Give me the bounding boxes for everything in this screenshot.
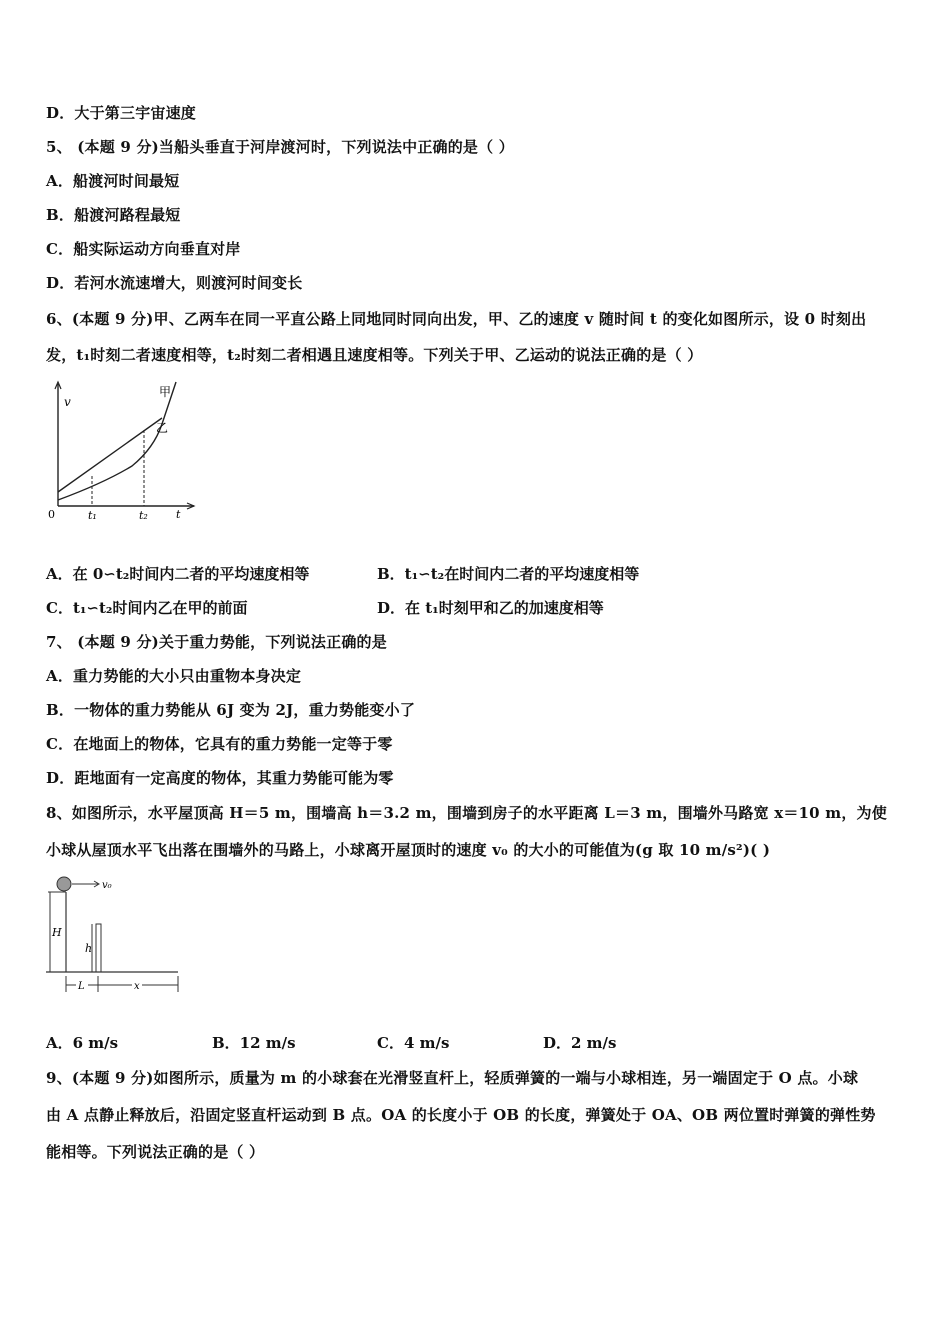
q7-option-a: A．重力势能的大小只由重物本身决定 xyxy=(46,667,302,685)
q9-stem-line3: 能相等。下列说法正确的是（ ） xyxy=(46,1143,265,1161)
q8-option-b: B．12 m/s xyxy=(212,1034,296,1052)
q6-vt-graph xyxy=(44,378,204,523)
q8-label-h: h xyxy=(85,942,93,955)
q6-option-d: D．在 t₁时刻甲和乙的加速度相等 xyxy=(377,599,604,617)
q6-label-t2: t₂ xyxy=(139,509,148,522)
q8-option-a: A．6 m/s xyxy=(46,1034,119,1052)
q4-option-d: D．大于第三宇宙速度 xyxy=(46,104,197,122)
q9-stem-line2: 由 A 点静止释放后，沿固定竖直杆运动到 B 点。OA 的长度小于 OB 的长度，弹簧处于 OA、OB 两位置时弹簧的弹性势 xyxy=(46,1106,876,1124)
q6-label-t1: t₁ xyxy=(88,509,97,522)
q5-option-a: A．船渡河时间最短 xyxy=(46,172,180,190)
q6-option-a: A．在 0∽t₂时间内二者的平均速度相等 xyxy=(46,565,310,583)
q8-stem-line2: 小球从屋顶水平飞出落在围墙外的马路上，小球离开屋顶时的速度 v₀ 的大小的可能值为(g 取 10 m/s²)( ) xyxy=(46,841,771,859)
q8-label-H: H xyxy=(52,926,62,939)
q5-option-d: D．若河水流速增大，则渡河时间变长 xyxy=(46,274,303,292)
q6-label-v: v xyxy=(64,395,71,409)
q8-fence xyxy=(96,924,101,972)
q5-option-c: C．船实际运动方向垂直对岸 xyxy=(46,240,241,258)
q7-option-b: B．一物体的重力势能从 6J 变为 2J，重力势能变小了 xyxy=(46,701,416,719)
q6-label-jia: 甲 xyxy=(159,385,172,399)
q8-label-v0: v₀ xyxy=(102,880,112,891)
q7-option-c: C．在地面上的物体，它具有的重力势能一定等于零 xyxy=(46,735,393,753)
q8-stem-line1: 8、如图所示，水平屋顶高 H＝5 m，围墙高 h＝3.2 m，围墙到房子的水平距离 L＝3 m，围墙外马路宽 x＝10 m，为使 xyxy=(46,804,887,822)
q8-label-x: x xyxy=(134,981,140,992)
q6-stem-line1: 6、(本题 9 分)甲、乙两车在同一平直公路上同地同时同向出发，甲、乙的速度 v 随时间 t 的变化如图所示，设 0 时刻出 xyxy=(46,310,867,328)
q8-label-L: L xyxy=(78,981,85,992)
q9-stem-line1: 9、(本题 9 分)如图所示，质量为 m 的小球套在光滑竖直杆上，轻质弹簧的一端与小球相连，另一端固定于 O 点。小球 xyxy=(46,1069,859,1087)
q6-line-yi xyxy=(58,418,162,492)
q6-option-c: C．t₁∽t₂时间内乙在甲的前面 xyxy=(46,599,248,617)
q6-label-t: t xyxy=(176,508,181,521)
q7-stem: 7、 (本题 9 分)关于重力势能，下列说法正确的是 xyxy=(46,633,387,651)
q6-stem-line2: 发，t₁时刻二者速度相等，t₂时刻二者相遇且速度相等。下列关于甲、乙运动的说法正确的是（ ） xyxy=(46,346,703,364)
q8-option-d: D．2 m/s xyxy=(543,1034,617,1052)
q6-option-b: B．t₁∽t₂在时间内二者的平均速度相等 xyxy=(377,565,640,583)
q6-label-yi: 乙 xyxy=(156,421,169,435)
q7-option-d: D．距地面有一定高度的物体，其重力势能可能为零 xyxy=(46,769,394,787)
q8-option-c: C．4 m/s xyxy=(377,1034,450,1052)
q6-curve-jia xyxy=(58,382,176,500)
q8-projectile-figure xyxy=(44,872,184,1000)
q5-stem: 5、 (本题 9 分)当船头垂直于河岸渡河时，下列说法中正确的是（ ） xyxy=(46,138,514,156)
q6-label-origin: 0 xyxy=(48,508,55,521)
q8-ball xyxy=(57,877,71,891)
q5-option-b: B．船渡河路程最短 xyxy=(46,206,181,224)
